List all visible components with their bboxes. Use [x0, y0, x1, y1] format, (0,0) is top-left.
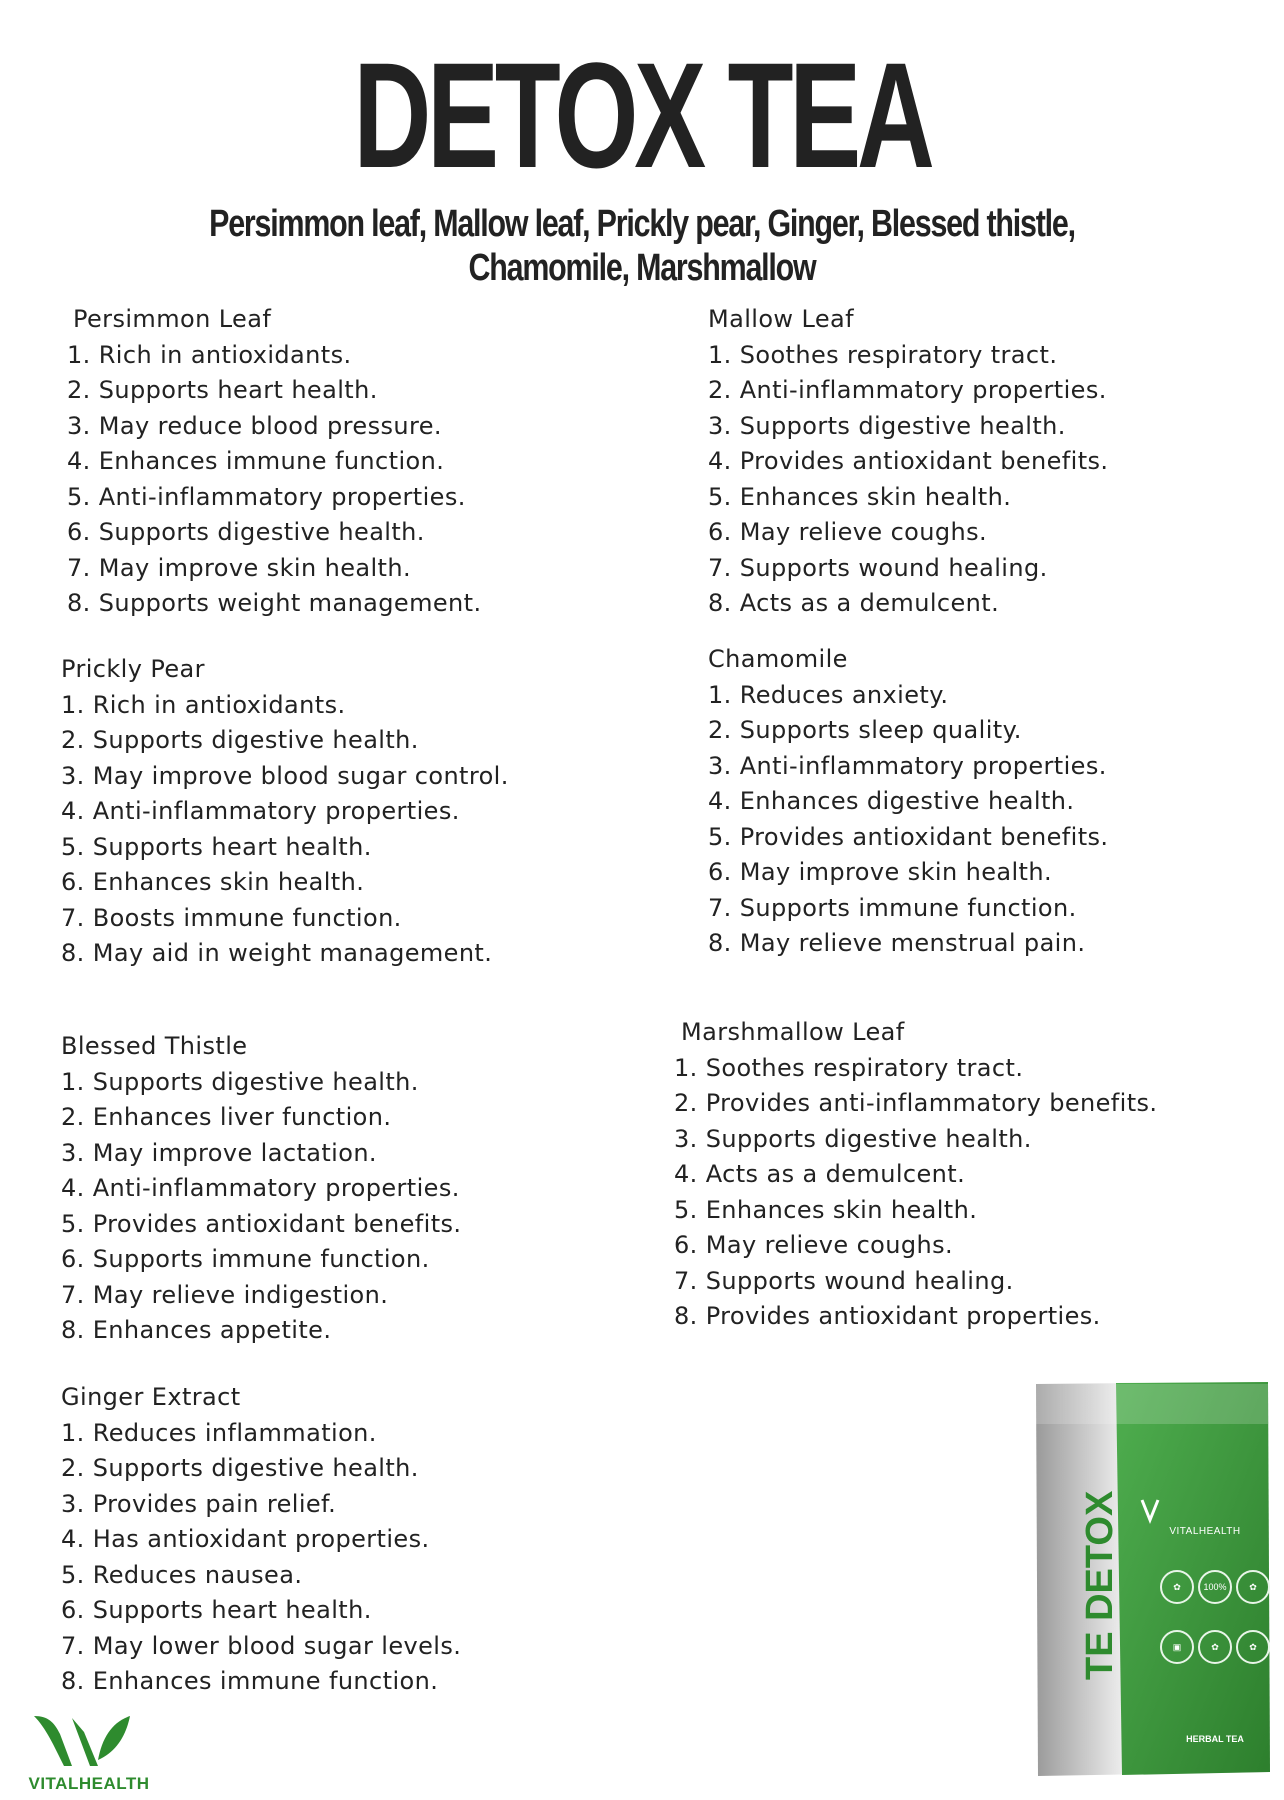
list-item: 1. Soothes respiratory tract. — [708, 340, 1058, 369]
tea-pouch-image — [1030, 1380, 1275, 1780]
list-item: 4. Provides antioxidant benefits. — [708, 447, 1109, 475]
leaf-badge-icon: ✿ — [1160, 1570, 1194, 1604]
list-item: 4. Acts as a demulcent. — [674, 1160, 966, 1188]
list-item: 8. Provides antioxidant properties. — [674, 1302, 1101, 1330]
list-item: 8. Enhances immune function. — [61, 1667, 439, 1695]
list-item: 2. Supports digestive health. — [61, 1454, 419, 1482]
list-item: 3. May improve blood sugar control. — [61, 761, 509, 790]
list-item: 8. May relieve menstrual pain. — [708, 929, 1086, 957]
list-item: 1. Reduces anxiety. — [708, 680, 949, 709]
list-item: 2. Enhances liver function. — [61, 1103, 392, 1131]
list-item: 5. Provides antioxidant benefits. — [61, 1209, 462, 1238]
list-item: 6. Supports digestive health. — [67, 518, 425, 546]
leaf-v-logo-icon — [14, 1708, 164, 1774]
list-item: 3. Anti-inflammatory properties. — [708, 751, 1107, 780]
list-item: 8. May aid in weight management. — [61, 939, 493, 967]
list-item: 3. Supports digestive health. — [708, 411, 1066, 440]
benefit-list — [61, 1416, 461, 1700]
list-item: 5. Provides antioxidant benefits. — [708, 822, 1109, 851]
list-item: 6. May improve skin health. — [708, 858, 1052, 886]
list-item: 3. May improve lactation. — [61, 1138, 377, 1167]
list-item: 4. Enhances digestive health. — [708, 787, 1075, 815]
list-item: 5. Anti-inflammatory properties. — [67, 482, 466, 511]
list-item: 7. May improve skin health. — [67, 553, 411, 582]
list-item: 1. Supports digestive health. — [61, 1067, 419, 1096]
pouch-brand-name: VITALHEALTH — [1169, 1526, 1241, 1537]
list-item: 1. Rich in antioxidants. — [61, 690, 346, 719]
list-item: 5. Enhances skin health. — [708, 482, 1012, 511]
list-item: 3. May reduce blood pressure. — [67, 411, 442, 440]
brand-name: VITALHEALTH — [28, 1774, 150, 1793]
pouch-label: HERBAL TEA — [1186, 1734, 1244, 1744]
benefit-list — [674, 1051, 1157, 1335]
list-item: 2. Supports sleep quality. — [708, 716, 1022, 744]
list-item: 6. Supports heart health. — [61, 1596, 372, 1624]
section-blessed-thistle — [61, 1029, 461, 1349]
list-item: 8. Enhances appetite. — [61, 1316, 332, 1344]
section-mallow-leaf — [708, 302, 1108, 622]
section-persimmon-leaf — [67, 302, 481, 622]
cube-badge-icon: ▣ — [1160, 1630, 1194, 1664]
list-item: 2. Anti-inflammatory properties. — [708, 376, 1107, 404]
section-marshmallow-leaf — [674, 1015, 1157, 1335]
list-item: 4. Has antioxidant properties. — [61, 1525, 430, 1553]
leaf-badge-icon: ✿ — [1236, 1570, 1270, 1604]
list-item: 4. Anti-inflammatory properties. — [61, 797, 460, 825]
section-title: Chamomile — [708, 645, 848, 673]
benefit-list — [61, 688, 509, 972]
list-item: 6. May relieve coughs. — [674, 1231, 954, 1259]
list-item: 4. Enhances immune function. — [67, 447, 445, 475]
benefit-list — [61, 1065, 461, 1349]
list-item: 7. May lower blood sugar levels. — [61, 1631, 462, 1660]
section-title: Marshmallow Leaf — [681, 1018, 905, 1046]
list-item: 4. Anti-inflammatory properties. — [61, 1174, 460, 1202]
section-ginger-extract — [61, 1380, 461, 1700]
list-item: 5. Supports heart health. — [61, 832, 372, 861]
section-title: Prickly Pear — [61, 655, 205, 683]
list-item: 2. Provides anti-inflammatory benefits. — [674, 1089, 1158, 1117]
list-item: 7. May relieve indigestion. — [61, 1280, 389, 1309]
section-prickly-pear — [61, 652, 509, 972]
list-item: 5. Reduces nausea. — [61, 1560, 303, 1589]
section-title: Blessed Thistle — [61, 1032, 248, 1060]
section-title: Persimmon Leaf — [73, 305, 272, 333]
list-item: 7. Supports wound healing. — [674, 1266, 1014, 1295]
benefit-list — [708, 678, 1108, 962]
benefit-list — [67, 338, 481, 622]
page-subtitle: Persimmon leaf, Mallow leaf, Prickly pear, Ginger, Blessed thistle, Chamomile, Marshmallow — [209, 203, 1075, 289]
list-item: 6. Enhances skin health. — [61, 868, 365, 896]
section-chamomile — [708, 642, 1108, 962]
list-item: 2. Supports heart health. — [67, 376, 378, 404]
list-item: 7. Boosts immune function. — [61, 903, 402, 932]
list-item: 2. Supports digestive health. — [61, 726, 419, 754]
section-title: Mallow Leaf — [708, 305, 854, 333]
list-item: 1. Reduces inflammation. — [61, 1418, 377, 1447]
list-item: 7. Supports immune function. — [708, 893, 1077, 922]
list-item: 8. Supports weight management. — [67, 589, 482, 617]
list-item: 7. Supports wound healing. — [708, 553, 1048, 582]
benefit-list — [708, 338, 1108, 622]
percent-badge: 100% — [1198, 1570, 1232, 1604]
brand-logo — [14, 1708, 164, 1796]
list-item: 1. Rich in antioxidants. — [67, 340, 352, 369]
list-item: 6. Supports immune function. — [61, 1245, 430, 1273]
pouch-product-name: TE DETOX — [1079, 1490, 1121, 1680]
list-item: 8. Acts as a demulcent. — [708, 589, 1000, 617]
list-item: 3. Provides pain relief. — [61, 1489, 337, 1518]
list-item: 1. Soothes respiratory tract. — [674, 1053, 1024, 1082]
leaf-badge-icon: ✿ — [1198, 1630, 1232, 1664]
section-title: Ginger Extract — [61, 1383, 241, 1411]
page-title: DETOX TEA — [353, 31, 931, 199]
list-item: 6. May relieve coughs. — [708, 518, 988, 546]
leaf-badge-icon: ✿ — [1236, 1630, 1270, 1664]
list-item: 5. Enhances skin health. — [674, 1195, 978, 1224]
list-item: 3. Supports digestive health. — [674, 1124, 1032, 1153]
